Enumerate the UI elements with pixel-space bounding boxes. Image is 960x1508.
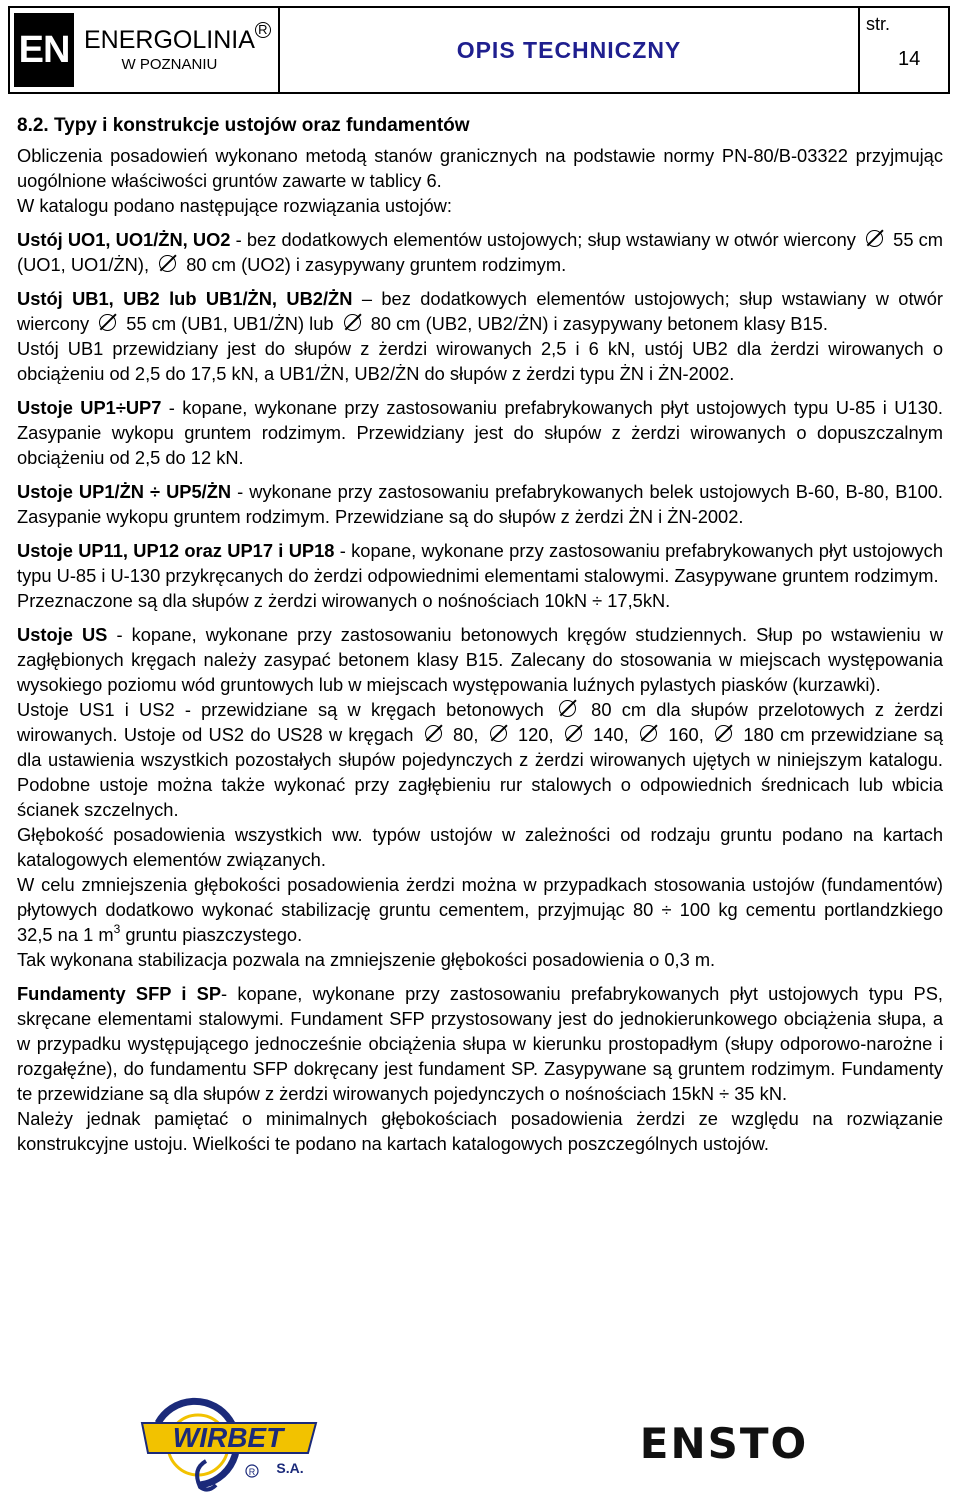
page-number-box [860, 8, 948, 92]
company-location: W POZNANIU [121, 56, 218, 73]
paragraph [17, 336, 943, 386]
paragraph-text: gruntu piaszczystego. [120, 924, 303, 945]
diameter-icon [344, 314, 361, 331]
paragraph-text: Przeznaczone są dla słupów z żerdzi wirowanych o nośnościach 10kN ÷ 17,5kN. [17, 590, 671, 611]
paragraph-up [17, 395, 943, 470]
term-heading: Ustoje UP1/ŻN ÷ UP5/ŻN [17, 481, 232, 502]
paragraph-text: Należy jednak pamiętać o minimalnych głębokościach posadowienia żerdzi ze względu na rozwiązanie konstrukcyjne ustoju. Wielkości te podano na kartach katalogowych poszczególnych ustojów. [17, 1108, 943, 1154]
en-logo-box: EN [14, 13, 74, 87]
document-title: OPIS TECHNICZNY [280, 8, 860, 92]
energolinia-logo [10, 8, 280, 92]
diameter-icon [559, 700, 576, 717]
page-header [8, 6, 950, 94]
wirbet-logo [140, 1393, 320, 1498]
diameter-icon [159, 255, 176, 272]
ensto-logo [632, 1418, 817, 1468]
diameter-icon [866, 230, 883, 247]
paragraph-text: - kopane, wykonane przy zastosowaniu prefabrykowanych płyt ustojowych typu PS, skręcane elementami stalowymi. Fundament SFP przystosowany jest do jednokierunkowego obciążenia słupa, a w przypadku występującego jednocześnie obciążenia słupa w kierunku prostopadłym (słupy odporowo-narożne i rozgałęźne), do fundamentu SFP dokręcany jest fundament SP. Zasypywane są gruntem rodzimym. Fundamenty te przewidziane są dla słupów z żerdzi wirowanych pojedynczych o nośnościach 15kN ÷ 35 kN. [17, 983, 943, 1104]
company-name-text: ENERGOLINIA [84, 26, 255, 54]
paragraph-text: Obliczenia posadowień wykonano metodą stanów granicznych na podstawie normy PN-80/B-03322 przyjmując uogólnione właściwości gruntów zawarte w tablicy 6. [17, 145, 943, 191]
page-number: 14 [898, 48, 921, 70]
paragraph-text: Ustój UB1 przewidziany jest do słupów z żerdzi wirowanych 2,5 i 6 kN, ustój UB2 dla żerdzi wirowanych o obciążeniu od 2,5 do 17,5 kN, a UB1/ŻN, UB2/ŻN do słupów z żerdzi typu ŻN i ŻN-2002. [17, 338, 943, 384]
document-body [17, 113, 943, 1156]
paragraph-text: W katalogu podano następujące rozwiązania ustojów: [17, 195, 452, 216]
diameter-icon [490, 725, 507, 742]
paragraph-text: W celu zmniejszenia głębokości posadowienia żerdzi można w przypadkach stosowania ustojów (fundamentów) płytowych dodatkowo wykonać stabilizację gruntu cementem, przyjmując 80 ÷ 100 kg cementu portlandzkiego 32,5 na 1 m [17, 874, 943, 945]
paragraph-text: - wykonane przy zastosowaniu prefabrykowanych belek ustojowych B-60, B-80, B100. Zasypanie wykopu gruntem rodzimym. Przewidziane są do słupów z żerdzi ŻN i ŻN-2002. [17, 481, 943, 527]
paragraph-text: 55 cm (UB1, UB1/ŻN) lub [121, 313, 339, 334]
paragraph-us-diameters [17, 697, 943, 822]
paragraph [17, 143, 943, 193]
term-heading: Ustój UB1, UB2 lub UB1/ŻN, UB2/ŻN [17, 288, 353, 309]
term-heading: Ustoje UP11, UP12 oraz UP17 i UP18 [17, 540, 335, 561]
paragraph [17, 822, 943, 872]
diameter-icon [425, 725, 442, 742]
wirbet-suffix: S.A. [276, 1460, 304, 1476]
paragraph-text: 160, [661, 724, 711, 745]
company-name [84, 22, 268, 54]
paragraph [17, 193, 943, 218]
wirbet-name: WIRBET [172, 1422, 284, 1453]
paragraph-uo [17, 227, 943, 277]
paragraph-fundamenty [17, 981, 943, 1106]
paragraph-text: 80 cm (UB2, UB2/ŻN) i zasypywany betonem klasy B15. [365, 313, 828, 334]
paragraph-text: 120, [511, 724, 560, 745]
paragraph-text: - kopane, wykonane przy zastosowaniu prefabrykowanych płyt ustojowych typu U-85 i U-130 przykręcanych do żerdzi odpowiednimi elementami stalowymi. Zasypywane gruntem rodzimym. [17, 540, 943, 586]
paragraph-text: 55 cm (UO1, UO1/ŻN), [17, 229, 943, 275]
diameter-icon [640, 725, 657, 742]
paragraph [17, 1106, 943, 1156]
paragraph-text: Głębokość posadowienia wszystkich ww. typów ustojów w zależności od rodzaju gruntu podano na kartach katalogowych elementów związanych. [17, 824, 943, 870]
term-heading: Ustój UO1, UO1/ŻN, UO2 [17, 229, 231, 250]
wirbet-registered: R [248, 1467, 256, 1477]
paragraph-text: Tak wykonana stabilizacja pozwala na zmniejszenie głębokości posadowienia o 0,3 m. [17, 949, 716, 970]
term-heading: Ustoje UP1÷UP7 [17, 397, 162, 418]
paragraph [17, 947, 943, 972]
paragraph-text: 80 cm dla słupów przelotowych z żerdzi wirowanych. Ustoje od US2 do US28 w kręgach [17, 699, 943, 745]
brand-block [84, 22, 268, 73]
paragraph-text: – bez dodatkowych elementów ustojowych; słup wstawiany w otwór wiercony [17, 288, 943, 334]
paragraph-text: 140, [586, 724, 635, 745]
diameter-icon [565, 725, 582, 742]
paragraph-us [17, 622, 943, 697]
paragraph-text: 180 cm przewidziane są dla ustawienia wszystkich pozostałych słupów pojedynczych z żerdzi wirowanych ujętych w niniejszym katalogu. Podobne ustoje można także wykonać przy zagłębieniu rur stalowych o odpowiednich średnicach lub wbicia ścianek szczelnych. [17, 724, 944, 820]
paragraph-text: Ustoje US1 i US2 - przewidziane są w kręgach betonowych [17, 699, 554, 720]
paragraph [17, 588, 943, 613]
paragraph-text: 80, [446, 724, 485, 745]
paragraph-text: - kopane, wykonane przy zastosowaniu prefabrykowanych płyt ustojowych typu U-85 i U130. Zasypanie wykopu gruntem rodzimym. Przewidziany jest do słupów z żerdzi wirowanych o dopuszczalnym obciążeniu od 2,5 do 12 kN. [17, 397, 944, 468]
paragraph-text: - bez dodatkowych elementów ustojowych; słup wstawiany w otwór wiercony [230, 229, 862, 250]
diameter-icon [99, 314, 116, 331]
paragraph-up11 [17, 538, 943, 588]
ensto-name: ENSTO [639, 1419, 809, 1468]
paragraph [17, 872, 943, 947]
paragraph-ub [17, 286, 943, 336]
section-title: 8.2. Typy i konstrukcje ustojów oraz fundamentów [17, 115, 470, 136]
paragraph-text: 80 cm (UO2) i zasypywany gruntem rodzimym. [181, 254, 567, 275]
term-heading: Fundamenty SFP i SP [17, 983, 222, 1004]
paragraph-up-zn [17, 479, 943, 529]
term-heading: Ustoje US [17, 624, 108, 645]
superscript: 3 [113, 922, 121, 936]
paragraph-text: - kopane, wykonane przy zastosowaniu betonowych kręgów studziennych. Słup po wstawieniu w zagłębionych kręgach należy zasypać betonem klasy B15. Zalecany do stosowania w miejscach występowania wysokiego poziomu wód gruntowych lub w miejscach występowania luźnych pylastych piasków (kurzawki). [17, 624, 943, 695]
diameter-icon [715, 725, 732, 742]
page-label: str. [866, 14, 891, 34]
registered-mark: R [255, 22, 271, 38]
